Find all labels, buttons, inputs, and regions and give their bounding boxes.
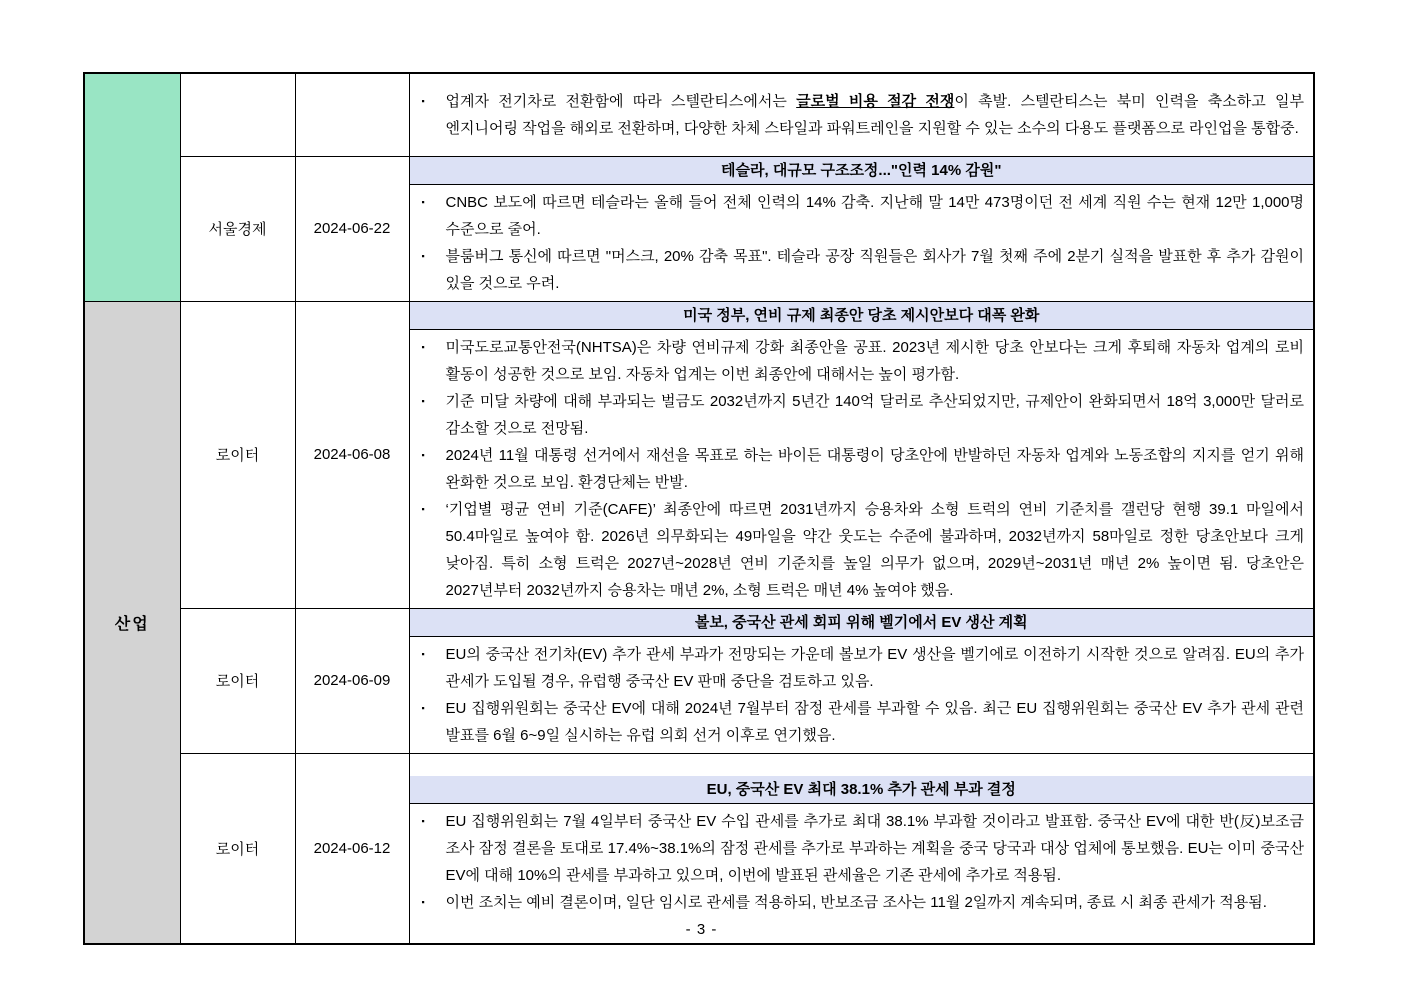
category-cell: 산업 (84, 301, 180, 944)
news-item-body (410, 637, 1314, 753)
text-segment: ‘기업별 평균 연비 기준(CAFE)’ 최종안에 따르면 2031년까지 승용차와 소형 트럭의 연비 기준치를 갤런당 현행 39.1 마일에서 50.4마일로 높여야 함. 2026년 의무화되는 49마일을 약간 웃도는 수준에 불과하며, 2032년까지 58마일로 정한 당초안보다 크게 낮아짐. 특히 소형 트럭은 2027년~2028년 연비 기준치를 높일 의무가 없으며, 2029년~2031년 매년 2% 높이면 됨. 당초안은 2027년부터 2032년까지 승용차는 매년 2%, 소형 트럭은 매년 4% 높여야 했음. (445, 500, 1304, 599)
bullet-text (446, 334, 1305, 388)
bullet-square-icon: ▪ (421, 648, 425, 659)
page-number: - 3 - (685, 921, 718, 938)
bullet-square-icon: ▪ (421, 395, 425, 406)
bullet-item (422, 88, 1305, 142)
bullet-item (422, 189, 1305, 243)
news-item-title: 볼보, 중국산 관세 회피 위해 벨기에서 EV 생산 계획 (410, 609, 1314, 637)
bullet-text (446, 641, 1305, 695)
text-segment: 글로벌 비용 절감 전쟁 (796, 92, 955, 110)
bullet-text (446, 88, 1305, 142)
bullet-text (446, 388, 1305, 442)
news-cell (409, 608, 1314, 753)
source-cell: 서울경제 (180, 156, 295, 301)
date-cell: 2024-06-12 (295, 753, 409, 944)
news-item-body (410, 804, 1314, 920)
bullet-text (446, 243, 1305, 297)
text-segment: CNBC 보도에 따르면 테슬라는 올해 들어 전체 인력의 14% 감축. 지난해 말 14만 473명이던 전 세계 직원 수는 현재 12만 1,000명 수준으로 줄어. (445, 193, 1305, 238)
table-row (84, 753, 1314, 944)
news-cell (409, 156, 1314, 301)
bullet-item (422, 808, 1305, 889)
bullet-square-icon: ▪ (421, 341, 425, 352)
source-cell: 로이터 (180, 753, 295, 944)
news-item-body (410, 185, 1314, 301)
bullet-square-icon: ▪ (421, 95, 425, 106)
news-item-title: 미국 정부, 연비 규제 최종안 당초 제시안보다 대폭 완화 (410, 302, 1314, 330)
source-cell: 로이터 (180, 608, 295, 753)
bullet-item (422, 243, 1305, 297)
bullet-item (422, 641, 1305, 695)
news-item-title: EU, 중국산 EV 최대 38.1% 추가 관세 부과 결정 (410, 776, 1314, 804)
bullet-item (422, 442, 1305, 496)
date-cell: 2024-06-09 (295, 608, 409, 753)
bullet-item (422, 334, 1305, 388)
text-segment: EU 집행위원회는 중국산 EV에 대해 2024년 7월부터 잠정 관세를 부과할 수 있음. 최근 EU 집행위원회는 중국산 EV 추가 관세 관련 발표를 6월 6~9일 실시하는 유럽 의회 선거 이후로 연기했음. (445, 699, 1304, 744)
bullet-square-icon: ▪ (421, 196, 425, 207)
bullet-item (422, 496, 1305, 604)
text-segment: 이 촉발. 스텔란티스는 북미 인력을 축소하고 일부 엔지니어링 작업을 해외로 전환하며, 다양한 차체 스타일과 파워트레인을 지원할 수 있는 소수의 다용도 플랫폼으로 라인업을 통합중. (445, 92, 1304, 137)
bullet-text (446, 496, 1305, 604)
text-segment: 기준 미달 차량에 대해 부과되는 벌금도 2032년까지 5년간 140억 달러로 추산되었지만, 규제안이 완화되면서 18억 3,000만 달러로 감소할 것으로 전망됨. (445, 392, 1304, 437)
text-segment: EU 집행위원회는 7월 4일부터 중국산 EV 수입 관세를 추가로 최대 38.1% 부과할 것이라고 발표함. 중국산 EV에 대한 반(反)보조금 조사 잠정 결론을 토대로 17.4%~38.1%의 잠정 관세를 추가로 부과하는 계획을 중국 당국과 대상 업체에 통보했음. EU는 이미 중국산 EV에 대해 10%의 관세를 부과하고 있으며, 이번에 발표된 관세율은 기존 관세에 추가로 적용됨. (445, 813, 1304, 885)
bullet-text (446, 695, 1305, 749)
news-item-body (410, 330, 1314, 608)
date-cell (295, 73, 409, 156)
bullet-square-icon: ▪ (421, 250, 425, 261)
table-row (84, 156, 1314, 301)
text-segment: 이번 조치는 예비 결론이며, 일단 임시로 관세를 적용하되, 반보조금 조사는 11월 2일까지 계속되며, 종료 시 최종 관세가 적용됨. (445, 894, 1267, 912)
bullet-item (422, 695, 1305, 749)
source-cell: 로이터 (180, 301, 295, 608)
text-segment: 블룸버그 통신에 따르면 "머스크, 20% 감축 목표". 테슬라 공장 직원들은 회사가 7월 첫째 주에 2분기 실적을 발표한 후 추가 감원이 있을 것으로 우려. (445, 247, 1304, 292)
bullet-item (422, 889, 1305, 916)
bullet-text (446, 189, 1305, 243)
bullet-text (446, 442, 1305, 496)
source-cell (180, 73, 295, 156)
category-cell (84, 73, 180, 301)
text-segment: 업계자 전기차로 전환함에 따라 스텔란티스에서는 (445, 92, 797, 110)
table-row (84, 73, 1314, 156)
bullet-square-icon: ▪ (421, 449, 425, 460)
bullet-item (422, 388, 1305, 442)
table-row (84, 608, 1314, 753)
bullet-text (446, 889, 1305, 916)
news-table (83, 72, 1315, 945)
news-item-body (410, 84, 1314, 146)
bullet-square-icon: ▪ (421, 503, 425, 514)
news-cell (409, 301, 1314, 608)
bullet-square-icon: ▪ (421, 702, 425, 713)
bullet-square-icon: ▪ (421, 816, 425, 827)
news-cell (409, 753, 1314, 944)
news-item-title: 테슬라, 대규모 구조조정..."인력 14% 감원" (410, 157, 1314, 185)
bullet-square-icon: ▪ (421, 897, 425, 908)
date-cell: 2024-06-08 (295, 301, 409, 608)
text-segment: 2024년 11월 대통령 선거에서 재선을 목표로 하는 바이든 대통령이 당초안에 반발하던 자동차 업계와 노동조합의 지지를 얻기 위해 완화한 것으로 보임. 환경단체는 반발. (445, 446, 1304, 491)
text-segment: EU의 중국산 전기차(EV) 추가 관세 부과가 전망되는 가운데 볼보가 EV 생산을 벨기에로 이전하기 시작한 것으로 알려짐. EU의 추가 관세가 도입될 경우, 유럽행 중국산 EV 판매 중단을 검토하고 있음. (445, 645, 1304, 690)
text-segment: 미국도로교통안전국(NHTSA)은 차량 연비규제 강화 최종안을 공표. 2023년 제시한 당초 안보다는 크게 후퇴해 자동차 업계의 로비 활동이 성공한 것으로 보임. 자동차 업계는 이번 최종안에 대해서는 높이 평가함. (445, 338, 1304, 383)
bullet-text (446, 808, 1305, 889)
table-row (84, 301, 1314, 608)
news-cell (409, 73, 1314, 156)
date-cell: 2024-06-22 (295, 156, 409, 301)
